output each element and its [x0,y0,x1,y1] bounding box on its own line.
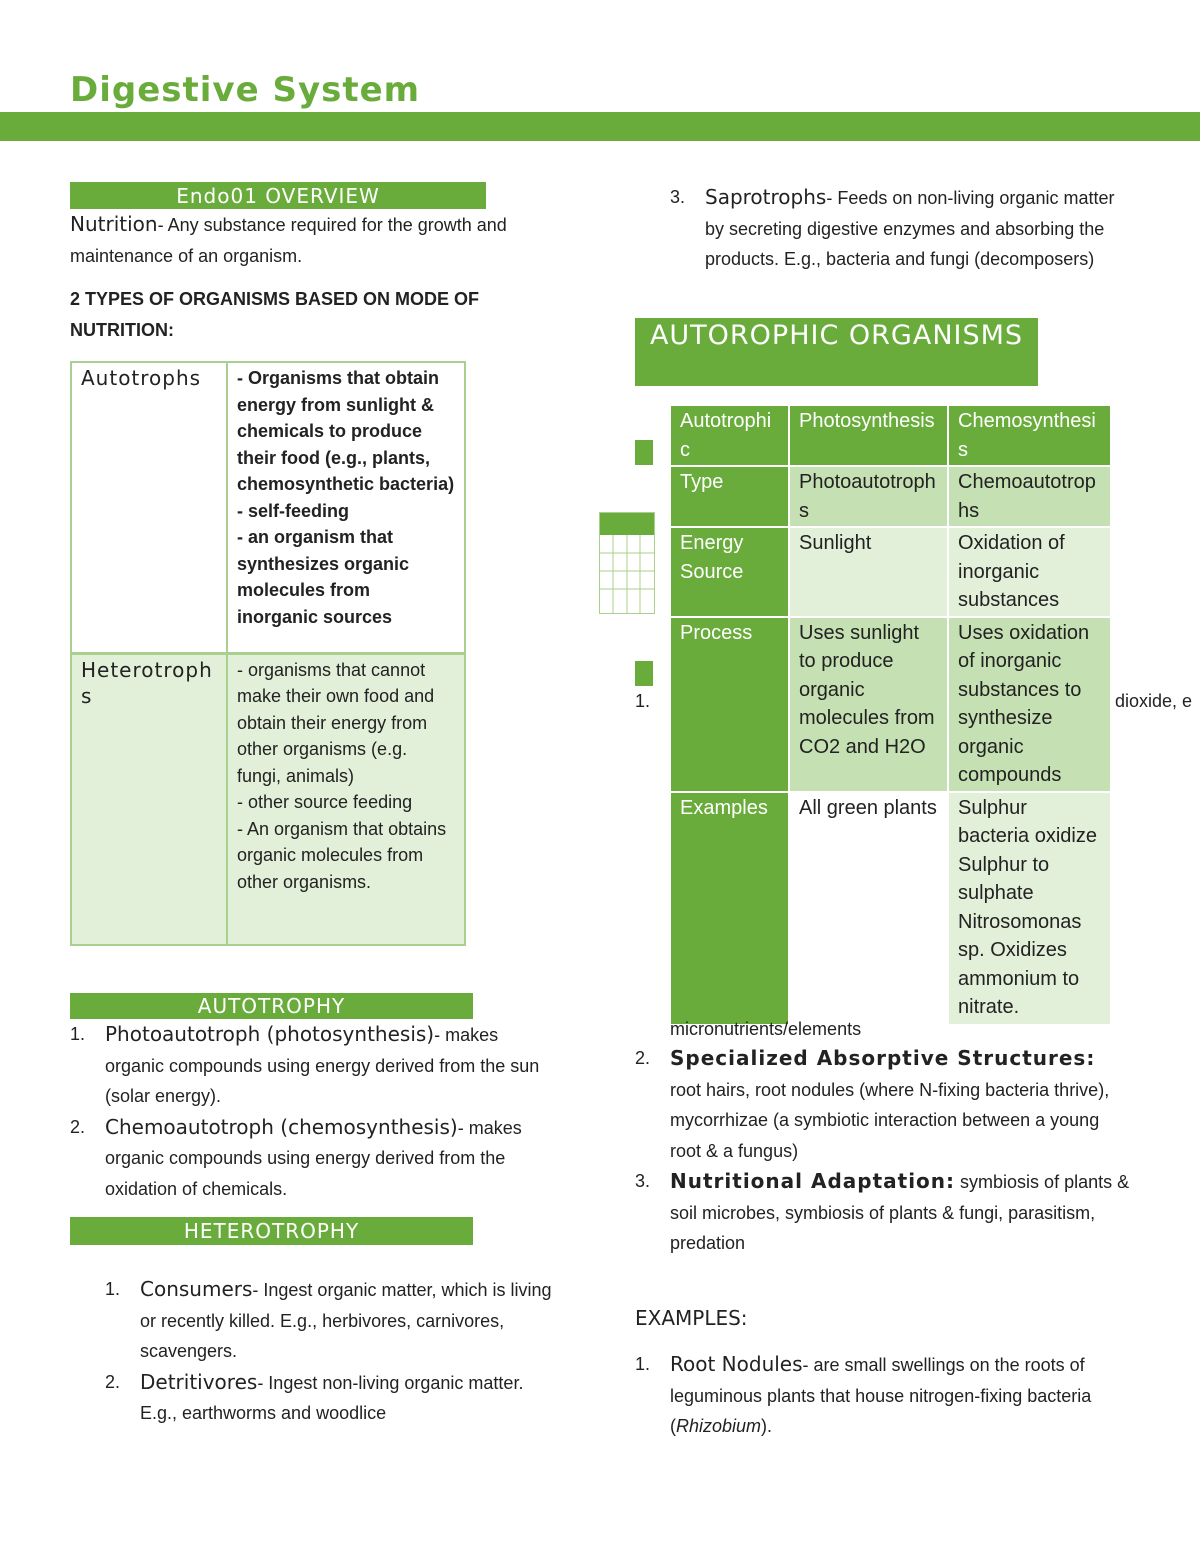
list-item: 3. Saprotrophs- Feeds on non-living organic matter by secreting digestive enzymes and absorbing the products. E.g., bacteria and fungi (decomposers) [670,185,1115,269]
table-header: Autotrophic [670,405,789,466]
organism-table [70,361,466,946]
table-cell: Oxidation of inorganic substances [948,527,1111,617]
table-cell: Uses oxidation of inorganic substances to synthesize organic compounds [948,617,1111,792]
decorative-square [635,440,653,465]
fragment-number: 1. [635,691,651,711]
nutrition-term: Nutrition [70,212,158,236]
heterotrophs-label: Heterotrophs [71,653,227,945]
heterotrophy-banner: HETEROTROPHY [70,1217,473,1245]
table-cell: Sunlight [789,527,948,617]
types-heading: 2 TYPES OF ORGANISMS BASED ON MODE OF NUTRITION: [70,289,480,340]
table-cell: All green plants [789,792,948,1025]
table-cell: Chemoautotrophs [948,466,1111,527]
autotrophic-organisms-banner: AUTOROPHIC ORGANISMS [635,318,1038,386]
title-bar [0,112,1200,141]
list-item: 2. Detritivores- Ingest non-living organic matter. E.g., earthworms and woodlice [105,1369,524,1423]
examples-heading: EXAMPLES: [635,1306,748,1330]
saprotrophs-list [670,182,1130,275]
page-title: Digestive System [70,70,421,110]
table-header: Chemosynthesis [948,405,1111,466]
fragment-line: micronutrients/elements [670,1019,862,1039]
nutrition-text: - Any substance required for the growth and maintenance of an organism. [70,215,507,266]
heterotrophy-list [105,1274,565,1429]
row-label: Examples [670,792,789,1025]
list-item: 1. Photoautotroph (photosynthesis)- makes organic compounds using energy derived from the sun (solar energy). [70,1022,540,1106]
autotrophic-table [669,404,1112,1026]
list-item: 2. Specialized Absorptive Structures: root hairs, root nodules (where N-fixing bacteria thrive), mycorrhizae (a symbiotic interaction between a young root & a fungus) [635,1046,1110,1161]
list-item: 3. Nutritional Adaptation: symbiosis of plants & soil microbes, symbiosis of plants & fungi, parasitism, predation [635,1169,1130,1253]
table-cell: Sulphur bacteria oxidize Sulphur to sulphate Nitrosomonas sp. Oxidizes ammonium to nitrate. [948,792,1111,1025]
list-item: 1. Root Nodules- are small swellings on the roots of leguminous plants that house nitrogen-fixing bacteria (Rhizobium). [635,1352,1092,1436]
autotrophs-description: - Organisms that obtain energy from sunlight & chemicals to produce their food (e.g., plants, chemosynthetic bacteria) - self-feeding - an organism that synthesizes organic molecules from inorganic sources [237,368,455,627]
decorative-grid [599,512,655,614]
autotrophy-list [70,1019,560,1204]
decorative-square [635,661,653,686]
table-cell: Uses sunlight to produce organic molecules from CO2 and H2O [789,617,948,792]
autotrophs-label: Autotrophs [71,362,227,653]
list-item: 1. Consumers- Ingest organic matter, which is living or recently killed. E.g., herbivores, carnivores, scavengers. [105,1277,552,1361]
table-header: Photosynthesis [789,405,948,466]
row-label: Type [670,466,789,527]
list-item: 2. Chemoautotroph (chemosynthesis)- makes organic compounds using energy derived from the oxidation of chemicals. [70,1114,522,1199]
fragment-tail: dioxide, e [1115,691,1193,711]
row-label: Process [670,617,789,792]
plant-adaptations-list [635,1043,1135,1259]
row-label: Energy Source [670,527,789,617]
table-cell: Photoautotrophs [789,466,948,527]
autotrophy-banner: AUTOTROPHY [70,993,473,1019]
examples-list [635,1349,1135,1442]
nutrition-definition [70,209,570,271]
overview-banner: Endo01 OVERVIEW [70,182,486,209]
heterotrophs-description: - organisms that cannot make their own food and obtain their energy from other organisms (e.g. fungi, animals) - other source feeding - An organism that obtains organic molecules from other organisms. [227,653,465,945]
grid-lines-icon [600,513,654,613]
